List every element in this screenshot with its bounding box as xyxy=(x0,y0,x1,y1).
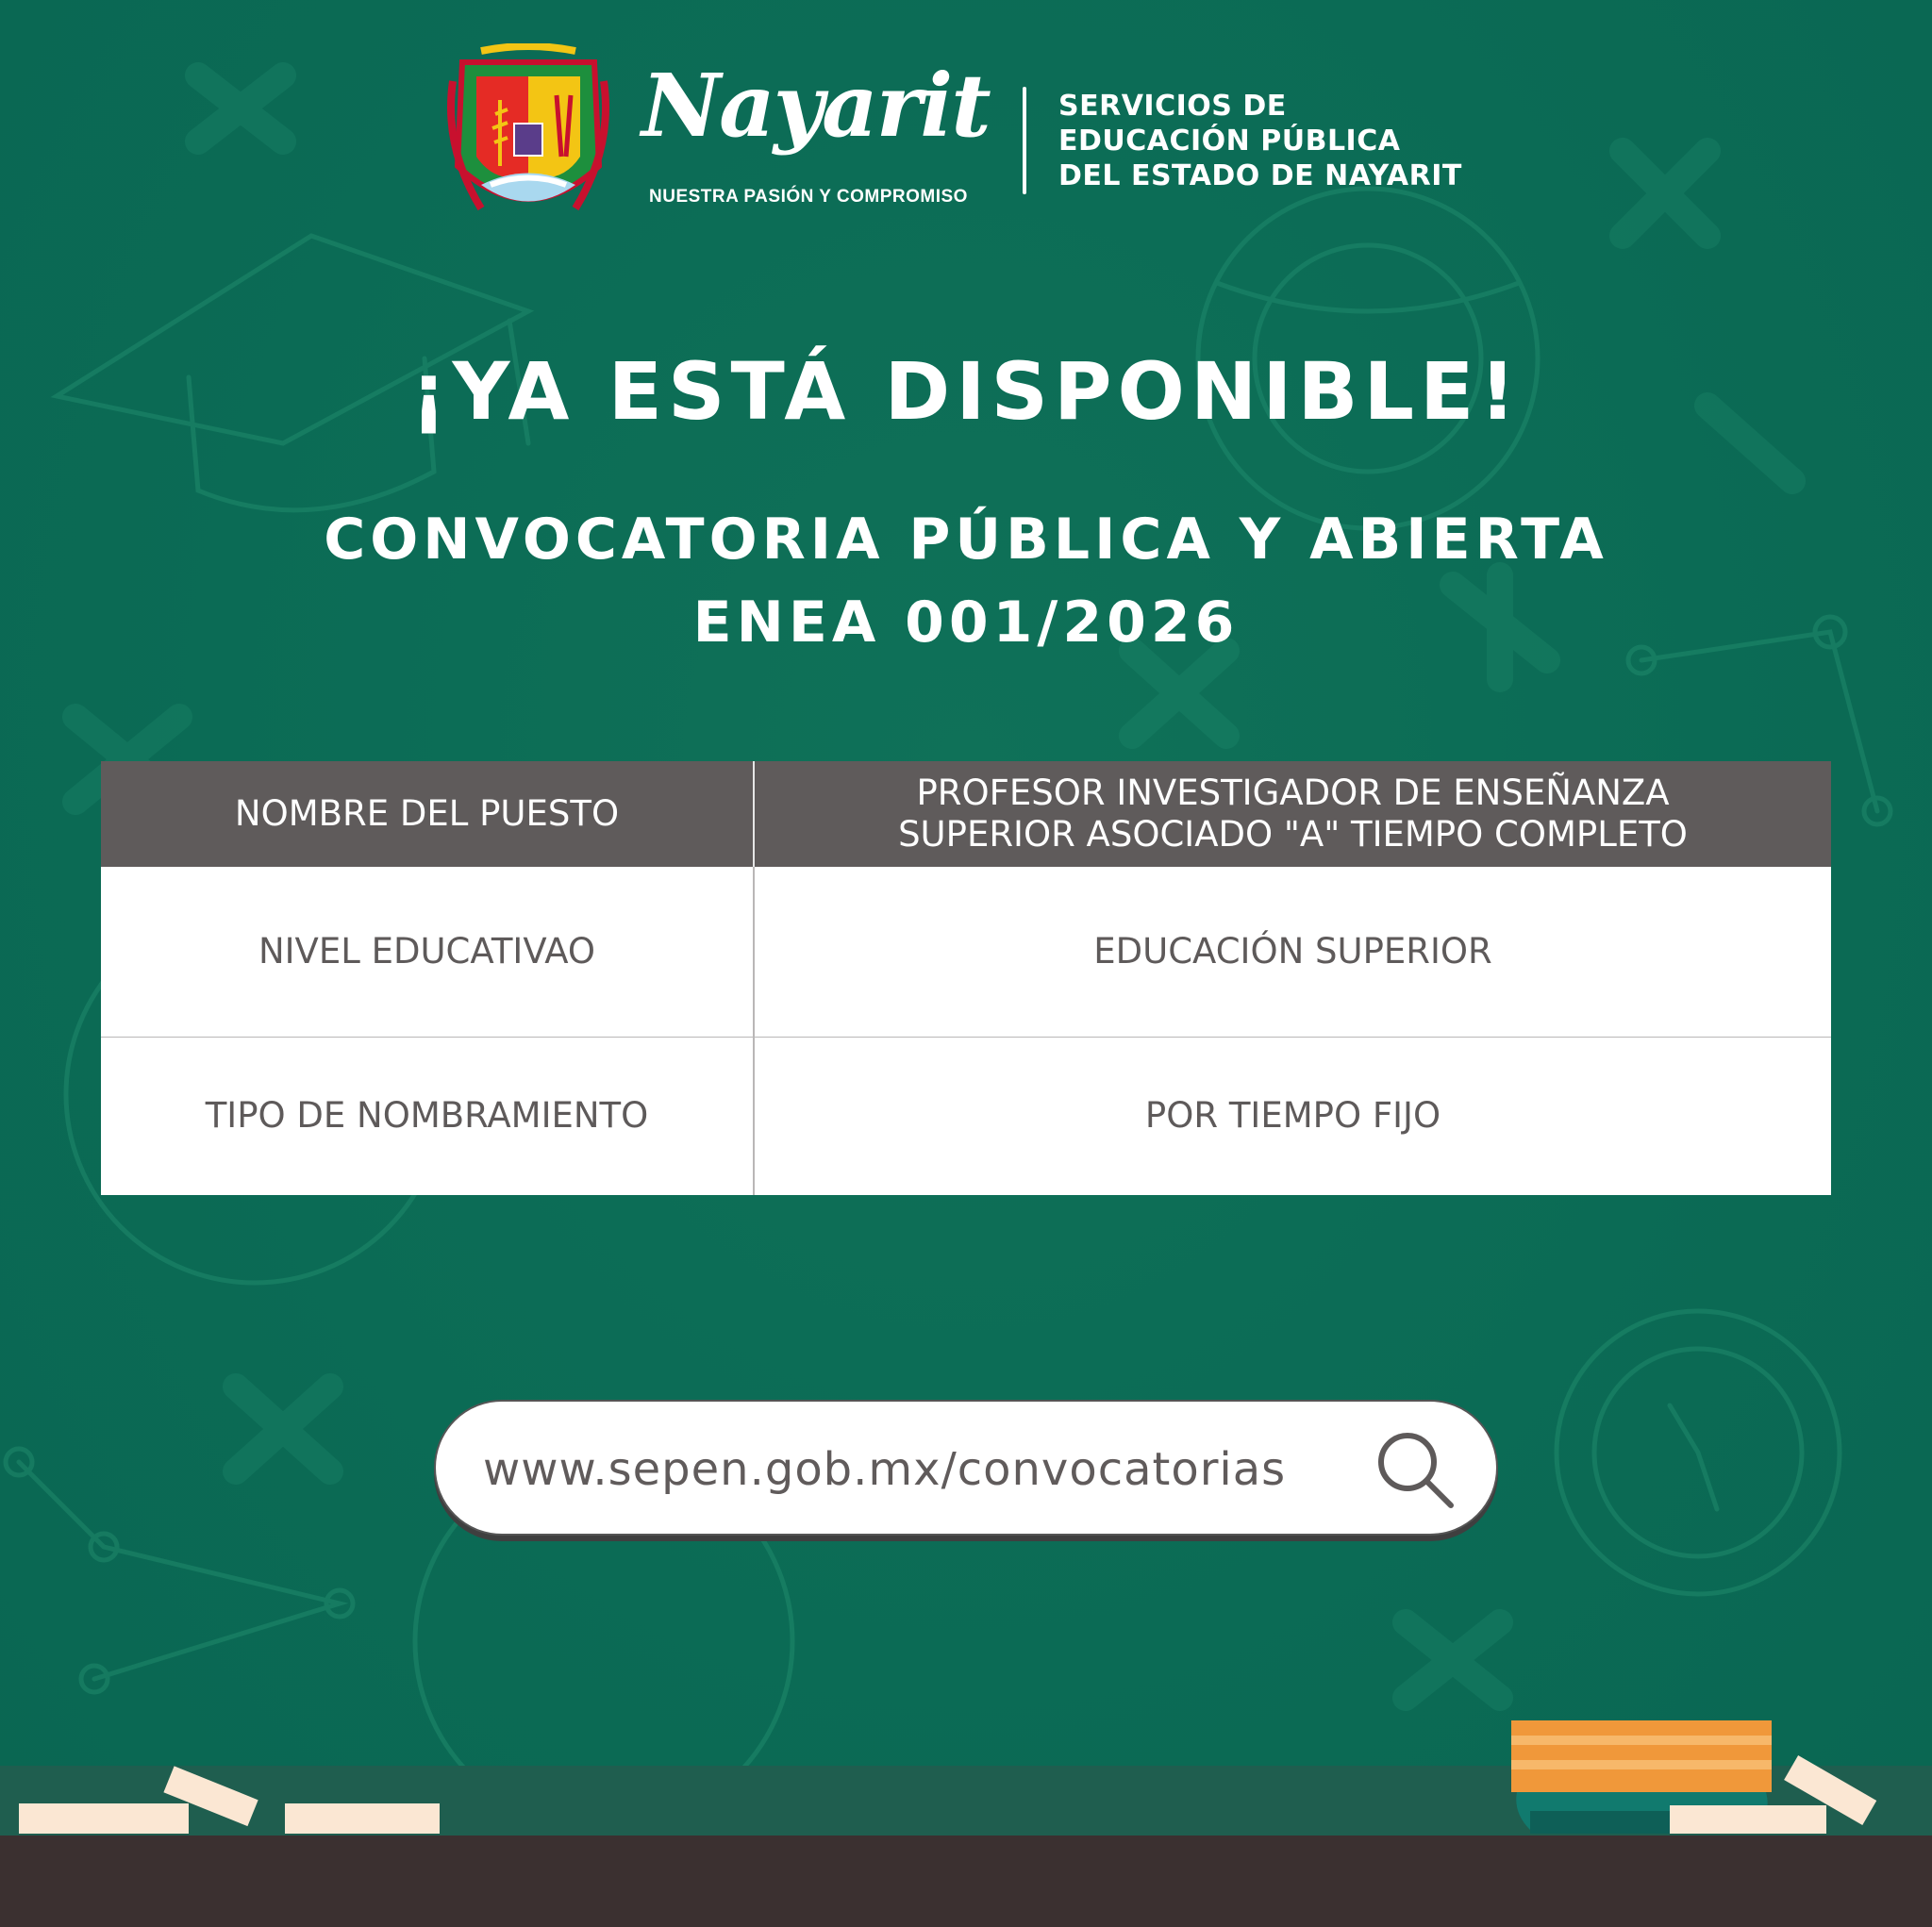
table-row xyxy=(101,867,1831,1038)
chalk-and-eraser-decoration xyxy=(0,1698,1932,1927)
table-value-cell: EDUCACIÓN SUPERIOR xyxy=(1093,931,1492,972)
table-label-cell: TIPO DE NOMBRAMIENTO xyxy=(101,1037,755,1195)
agency-line: DEL ESTADO DE NAYARIT xyxy=(1058,159,1462,192)
headline: ¡YA ESTÁ DISPONIBLE! xyxy=(410,345,1522,438)
agency-line: SERVICIOS DE xyxy=(1058,90,1287,123)
agency-line: EDUCACIÓN PÚBLICA xyxy=(1058,125,1401,158)
url-search-bar[interactable] xyxy=(434,1400,1498,1536)
table-label-cell: NIVEL EDUCATIVAO xyxy=(101,867,755,1037)
table-row xyxy=(101,761,1831,867)
position-details-table xyxy=(101,761,1831,1195)
subheadline xyxy=(0,498,1932,664)
url-text[interactable]: www.sepen.gob.mx/convocatorias xyxy=(483,1443,1287,1496)
state-crest-logo xyxy=(443,43,613,232)
table-label-cell: NOMBRE DEL PUESTO xyxy=(101,761,755,867)
subheadline-line: CONVOCATORIA PÚBLICA Y ABIERTA xyxy=(324,507,1608,573)
subheadline-line: ENEA 001/2026 xyxy=(692,590,1240,656)
brand-name: Nayarit xyxy=(641,55,990,157)
search-icon[interactable] xyxy=(1372,1424,1462,1515)
table-row xyxy=(101,1037,1831,1195)
header xyxy=(0,0,1932,245)
table-value-cell xyxy=(755,761,1831,867)
header-divider xyxy=(1023,87,1026,194)
brand-tagline: NUESTRA PASIÓN Y COMPROMISO xyxy=(649,187,968,207)
table-value-line: SUPERIOR ASOCIADO "A" TIEMPO COMPLETO xyxy=(898,814,1688,855)
agency-name xyxy=(1058,89,1462,193)
table-value-line: PROFESOR INVESTIGADOR DE ENSEÑANZA xyxy=(916,772,1670,813)
table-value-cell: POR TIEMPO FIJO xyxy=(1144,1095,1441,1136)
